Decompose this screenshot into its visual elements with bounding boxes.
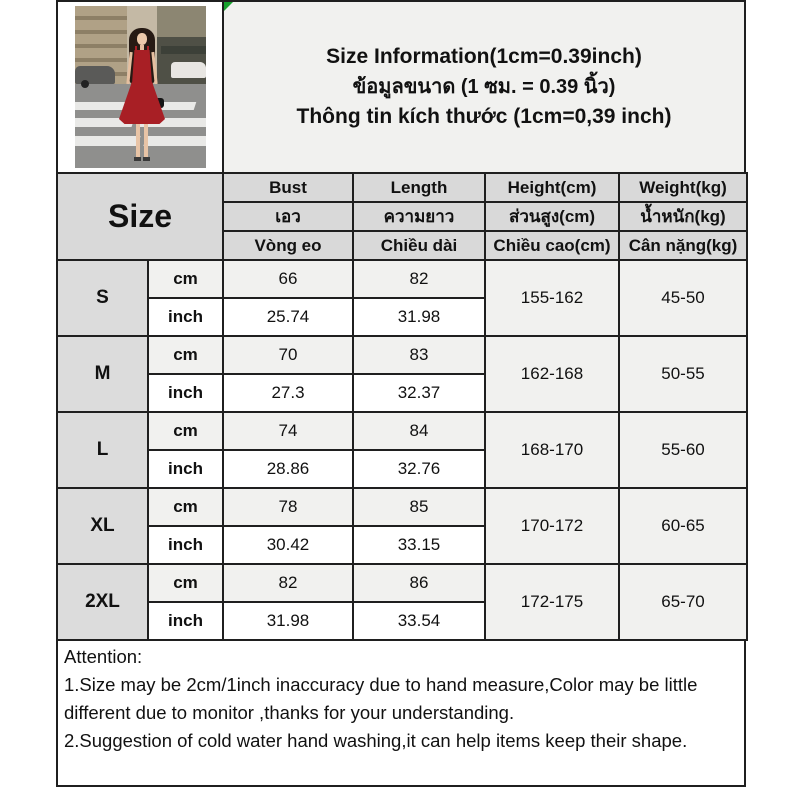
size-table [56,172,748,641]
crosswalk-stripe [75,102,128,110]
unit-inch-label: inch [148,602,223,640]
size-label-xl: XL [57,488,148,564]
table-row [57,412,747,450]
cell-m-weight: 50-55 [619,336,747,412]
table-row [57,564,747,602]
col-header-weight-th: น้ำหนัก(kg) [619,202,747,231]
col-header-weight-vi: Cân nặng(kg) [619,231,747,260]
cell-xl-length-inch: 33.15 [353,526,485,564]
unit-inch-label: inch [148,450,223,488]
model-face [137,33,147,45]
cell-xl-weight: 60-65 [619,488,747,564]
unit-cm-label: cm [148,260,223,298]
title-english: Size Information(1cm=0.39inch) [326,45,642,68]
col-header-weight-en: Weight(kg) [619,173,747,202]
cell-l-length-inch: 32.76 [353,450,485,488]
title-vietnamese: Thông tin kích thước (1cm=0,39 inch) [296,105,672,128]
cell-l-height: 168-170 [485,412,619,488]
col-header-height-th: ส่วนสูง(cm) [485,202,619,231]
col-header-bust-en: Bust [223,173,353,202]
cell-xl-bust-inch: 30.42 [223,526,353,564]
cell-m-length-inch: 32.37 [353,374,485,412]
cell-xl-bust-cm: 78 [223,488,353,526]
cell-2xl-height: 172-175 [485,564,619,640]
size-label-m: M [57,336,148,412]
unit-cm-label: cm [148,412,223,450]
table-row [57,260,747,298]
cell-2xl-weight: 65-70 [619,564,747,640]
model-shoe-left [134,157,141,161]
size-label-2xl: 2XL [57,564,148,640]
col-header-length-vi: Chiều dài [353,231,485,260]
col-header-height-vi: Chiều cao(cm) [485,231,619,260]
product-photo [75,6,206,168]
table-row [57,488,747,526]
cell-2xl-length-cm: 86 [353,564,485,602]
attention-line-2: 2.Suggestion of cold water hand washing,it can help items keep their shape. [64,730,688,751]
car-wheel [81,80,89,88]
red-dress-bodice [132,50,152,84]
cell-s-height: 155-162 [485,260,619,336]
product-photo-cell [58,2,224,172]
attention-line-1: 1.Size may be 2cm/1inch inaccuracy due to hand measure,Color may be little different due to monitor ,thanks for your understanding. [64,674,698,723]
unit-inch-label: inch [148,526,223,564]
unit-inch-label: inch [148,298,223,336]
attention-heading: Attention: [64,646,143,667]
cell-s-bust-inch: 25.74 [223,298,353,336]
cell-s-length-cm: 82 [353,260,485,298]
cell-m-height: 162-168 [485,336,619,412]
table-row [57,336,747,374]
unit-inch-label: inch [148,374,223,412]
header-row-en [57,173,747,202]
unit-cm-label: cm [148,564,223,602]
cell-l-weight: 55-60 [619,412,747,488]
size-label-s: S [57,260,148,336]
cell-s-bust-cm: 66 [223,260,353,298]
green-corner-marker [224,2,233,11]
model-leg-left [136,124,140,158]
col-header-height-en: Height(cm) [485,173,619,202]
title-block [224,2,744,172]
cell-xl-length-cm: 85 [353,488,485,526]
model-shoe-right [143,157,150,161]
parked-car-white [171,62,206,78]
cell-xl-height: 170-172 [485,488,619,564]
size-label-l: L [57,412,148,488]
col-header-bust-vi: Vòng eo [223,231,353,260]
col-header-length-th: ความยาว [353,202,485,231]
top-section [56,0,746,172]
col-header-length-en: Length [353,173,485,202]
cell-s-weight: 45-50 [619,260,747,336]
cell-m-bust-cm: 70 [223,336,353,374]
unit-cm-label: cm [148,488,223,526]
cell-2xl-bust-cm: 82 [223,564,353,602]
model-leg-right [144,124,148,158]
cell-2xl-bust-inch: 31.98 [223,602,353,640]
cell-2xl-length-inch: 33.54 [353,602,485,640]
cell-l-length-cm: 84 [353,412,485,450]
title-thai: ข้อมูลขนาด (1 ซม. = 0.39 นิ้ว) [352,76,616,98]
storefront-awning [161,46,206,54]
cell-m-length-cm: 83 [353,336,485,374]
attention-note [56,641,746,787]
size-chart-sheet [56,0,746,787]
cell-l-bust-inch: 28.86 [223,450,353,488]
crosswalk-stripe [75,136,141,146]
size-corner-cell: Size [57,173,223,260]
unit-cm-label: cm [148,336,223,374]
cell-s-length-inch: 31.98 [353,298,485,336]
crosswalk-stripe [143,136,206,146]
cell-m-bust-inch: 27.3 [223,374,353,412]
cell-l-bust-cm: 74 [223,412,353,450]
col-header-bust-th: เอว [223,202,353,231]
